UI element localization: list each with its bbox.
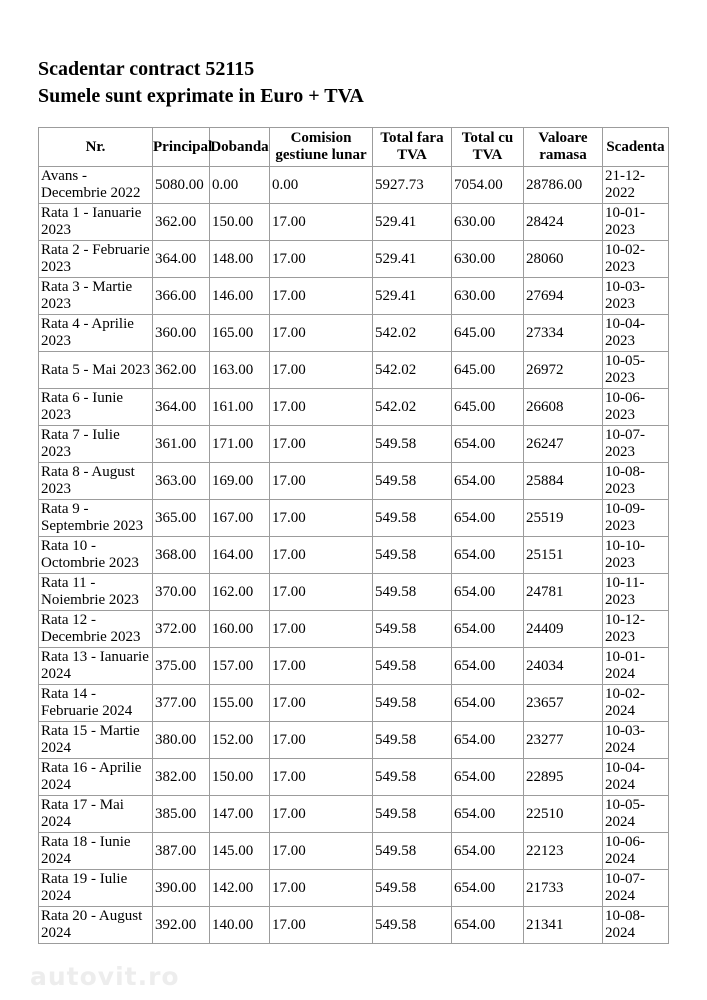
column-header-scadenta: Scadenta <box>603 128 669 167</box>
cell-total-cu-tva: 654.00 <box>452 722 524 759</box>
table-row <box>39 907 669 944</box>
title-block <box>38 56 364 110</box>
cell-scadenta: 10-05-2023 <box>603 352 669 389</box>
cell-nr: Rata 10 - Octombrie 2023 <box>39 537 153 574</box>
cell-principal: 385.00 <box>153 796 210 833</box>
cell-total-fara-tva: 549.58 <box>373 574 452 611</box>
table-row <box>39 648 669 685</box>
column-header-principal: Principal <box>153 128 210 167</box>
cell-total-cu-tva: 654.00 <box>452 796 524 833</box>
cell-dobanda: 167.00 <box>210 500 270 537</box>
cell-nr: Rata 8 - August 2023 <box>39 463 153 500</box>
table-row <box>39 315 669 352</box>
cell-total-fara-tva: 549.58 <box>373 759 452 796</box>
cell-total-fara-tva: 549.58 <box>373 611 452 648</box>
cell-principal: 362.00 <box>153 204 210 241</box>
cell-scadenta: 10-07-2023 <box>603 426 669 463</box>
cell-total-fara-tva: 542.02 <box>373 315 452 352</box>
cell-comision-gestiune: 17.00 <box>270 907 373 944</box>
cell-principal: 375.00 <box>153 648 210 685</box>
cell-dobanda: 140.00 <box>210 907 270 944</box>
cell-scadenta: 10-07-2024 <box>603 870 669 907</box>
cell-dobanda: 0.00 <box>210 167 270 204</box>
table-row <box>39 685 669 722</box>
cell-valoare-ramasa: 26608 <box>524 389 603 426</box>
cell-total-cu-tva: 654.00 <box>452 463 524 500</box>
cell-valoare-ramasa: 24034 <box>524 648 603 685</box>
table-row <box>39 241 669 278</box>
cell-valoare-ramasa: 25151 <box>524 537 603 574</box>
cell-principal: 364.00 <box>153 241 210 278</box>
table-row <box>39 426 669 463</box>
cell-dobanda: 152.00 <box>210 722 270 759</box>
cell-nr: Rata 4 - Aprilie 2023 <box>39 315 153 352</box>
column-header-valoare-ramasa: Valoare ramasa <box>524 128 603 167</box>
cell-total-fara-tva: 549.58 <box>373 685 452 722</box>
cell-nr: Rata 13 - Ianuarie 2024 <box>39 648 153 685</box>
cell-comision-gestiune: 17.00 <box>270 722 373 759</box>
cell-valoare-ramasa: 24409 <box>524 611 603 648</box>
cell-comision-gestiune: 17.00 <box>270 241 373 278</box>
cell-dobanda: 150.00 <box>210 759 270 796</box>
column-header-nr: Nr. <box>39 128 153 167</box>
table-row <box>39 611 669 648</box>
cell-total-fara-tva: 549.58 <box>373 426 452 463</box>
cell-dobanda: 142.00 <box>210 870 270 907</box>
cell-valoare-ramasa: 28060 <box>524 241 603 278</box>
cell-principal: 361.00 <box>153 426 210 463</box>
cell-principal: 377.00 <box>153 685 210 722</box>
cell-nr: Rata 5 - Mai 2023 <box>39 352 153 389</box>
cell-dobanda: 148.00 <box>210 241 270 278</box>
cell-comision-gestiune: 17.00 <box>270 463 373 500</box>
cell-total-cu-tva: 630.00 <box>452 278 524 315</box>
cell-nr: Rata 15 - Martie 2024 <box>39 722 153 759</box>
cell-nr: Rata 2 - Februarie 2023 <box>39 241 153 278</box>
cell-total-cu-tva: 654.00 <box>452 648 524 685</box>
table-row <box>39 574 669 611</box>
table-row <box>39 500 669 537</box>
cell-scadenta: 10-06-2023 <box>603 389 669 426</box>
cell-dobanda: 145.00 <box>210 833 270 870</box>
cell-principal: 364.00 <box>153 389 210 426</box>
payment-schedule-table <box>38 127 669 944</box>
cell-total-fara-tva: 549.58 <box>373 463 452 500</box>
cell-comision-gestiune: 17.00 <box>270 685 373 722</box>
cell-valoare-ramasa: 28424 <box>524 204 603 241</box>
cell-valoare-ramasa: 23277 <box>524 722 603 759</box>
cell-comision-gestiune: 17.00 <box>270 796 373 833</box>
cell-valoare-ramasa: 26972 <box>524 352 603 389</box>
table-header-row <box>39 128 669 167</box>
cell-scadenta: 10-04-2023 <box>603 315 669 352</box>
cell-principal: 392.00 <box>153 907 210 944</box>
cell-nr: Rata 16 - Aprilie 2024 <box>39 759 153 796</box>
cell-total-cu-tva: 654.00 <box>452 870 524 907</box>
cell-total-fara-tva: 549.58 <box>373 537 452 574</box>
cell-principal: 362.00 <box>153 352 210 389</box>
column-header-comision-gestiune: Comision gestiune lunar <box>270 128 373 167</box>
table-row <box>39 278 669 315</box>
cell-nr: Avans - Decembrie 2022 <box>39 167 153 204</box>
cell-scadenta: 21-12-2022 <box>603 167 669 204</box>
cell-scadenta: 10-08-2023 <box>603 463 669 500</box>
cell-total-cu-tva: 654.00 <box>452 426 524 463</box>
cell-scadenta: 10-08-2024 <box>603 907 669 944</box>
cell-total-fara-tva: 549.58 <box>373 870 452 907</box>
cell-principal: 360.00 <box>153 315 210 352</box>
cell-scadenta: 10-03-2023 <box>603 278 669 315</box>
cell-dobanda: 169.00 <box>210 463 270 500</box>
page-title: Scadentar contract 52115 <box>38 58 255 80</box>
cell-nr: Rata 18 - Iunie 2024 <box>39 833 153 870</box>
cell-nr: Rata 1 - Ianuarie 2023 <box>39 204 153 241</box>
cell-total-fara-tva: 549.58 <box>373 796 452 833</box>
cell-principal: 387.00 <box>153 833 210 870</box>
cell-valoare-ramasa: 26247 <box>524 426 603 463</box>
table-row <box>39 759 669 796</box>
cell-total-cu-tva: 654.00 <box>452 907 524 944</box>
cell-scadenta: 10-09-2023 <box>603 500 669 537</box>
cell-nr: Rata 3 - Martie 2023 <box>39 278 153 315</box>
cell-dobanda: 164.00 <box>210 537 270 574</box>
cell-comision-gestiune: 17.00 <box>270 611 373 648</box>
cell-dobanda: 150.00 <box>210 204 270 241</box>
cell-principal: 370.00 <box>153 574 210 611</box>
column-header-total-fara-tva: Total fara TVA <box>373 128 452 167</box>
cell-valoare-ramasa: 21341 <box>524 907 603 944</box>
cell-total-fara-tva: 529.41 <box>373 278 452 315</box>
cell-total-fara-tva: 549.58 <box>373 907 452 944</box>
cell-valoare-ramasa: 21733 <box>524 870 603 907</box>
cell-scadenta: 10-01-2024 <box>603 648 669 685</box>
cell-total-fara-tva: 542.02 <box>373 389 452 426</box>
cell-comision-gestiune: 17.00 <box>270 315 373 352</box>
cell-valoare-ramasa: 27694 <box>524 278 603 315</box>
cell-scadenta: 10-06-2024 <box>603 833 669 870</box>
table-row <box>39 389 669 426</box>
cell-valoare-ramasa: 22895 <box>524 759 603 796</box>
cell-comision-gestiune: 0.00 <box>270 167 373 204</box>
cell-valoare-ramasa: 27334 <box>524 315 603 352</box>
cell-total-cu-tva: 654.00 <box>452 685 524 722</box>
cell-nr: Rata 7 - Iulie 2023 <box>39 426 153 463</box>
cell-comision-gestiune: 17.00 <box>270 648 373 685</box>
cell-dobanda: 146.00 <box>210 278 270 315</box>
cell-scadenta: 10-05-2024 <box>603 796 669 833</box>
cell-nr: Rata 11 - Noiembrie 2023 <box>39 574 153 611</box>
cell-scadenta: 10-02-2024 <box>603 685 669 722</box>
cell-nr: Rata 20 - August 2024 <box>39 907 153 944</box>
cell-total-cu-tva: 654.00 <box>452 500 524 537</box>
cell-total-cu-tva: 645.00 <box>452 389 524 426</box>
column-header-total-cu-tva: Total cu TVA <box>452 128 524 167</box>
cell-total-fara-tva: 529.41 <box>373 204 452 241</box>
cell-principal: 380.00 <box>153 722 210 759</box>
cell-comision-gestiune: 17.00 <box>270 500 373 537</box>
cell-principal: 365.00 <box>153 500 210 537</box>
cell-principal: 390.00 <box>153 870 210 907</box>
cell-scadenta: 10-02-2023 <box>603 241 669 278</box>
cell-total-fara-tva: 542.02 <box>373 352 452 389</box>
cell-valoare-ramasa: 28786.00 <box>524 167 603 204</box>
cell-principal: 5080.00 <box>153 167 210 204</box>
cell-dobanda: 165.00 <box>210 315 270 352</box>
cell-dobanda: 161.00 <box>210 389 270 426</box>
cell-dobanda: 162.00 <box>210 574 270 611</box>
cell-comision-gestiune: 17.00 <box>270 870 373 907</box>
cell-dobanda: 160.00 <box>210 611 270 648</box>
cell-total-cu-tva: 654.00 <box>452 574 524 611</box>
cell-comision-gestiune: 17.00 <box>270 352 373 389</box>
cell-scadenta: 10-10-2023 <box>603 537 669 574</box>
cell-nr: Rata 17 - Mai 2024 <box>39 796 153 833</box>
cell-valoare-ramasa: 25884 <box>524 463 603 500</box>
cell-principal: 366.00 <box>153 278 210 315</box>
table-row <box>39 796 669 833</box>
cell-comision-gestiune: 17.00 <box>270 389 373 426</box>
cell-comision-gestiune: 17.00 <box>270 833 373 870</box>
cell-dobanda: 157.00 <box>210 648 270 685</box>
cell-total-fara-tva: 529.41 <box>373 241 452 278</box>
cell-principal: 363.00 <box>153 463 210 500</box>
cell-valoare-ramasa: 22510 <box>524 796 603 833</box>
cell-total-cu-tva: 630.00 <box>452 241 524 278</box>
cell-total-cu-tva: 654.00 <box>452 833 524 870</box>
watermark-logo: autovit.ro <box>30 962 180 991</box>
cell-nr: Rata 6 - Iunie 2023 <box>39 389 153 426</box>
table-row <box>39 870 669 907</box>
cell-dobanda: 147.00 <box>210 796 270 833</box>
cell-scadenta: 10-04-2024 <box>603 759 669 796</box>
cell-principal: 372.00 <box>153 611 210 648</box>
column-header-dobanda: Dobanda <box>210 128 270 167</box>
cell-total-fara-tva: 549.58 <box>373 833 452 870</box>
cell-valoare-ramasa: 24781 <box>524 574 603 611</box>
cell-valoare-ramasa: 25519 <box>524 500 603 537</box>
cell-total-fara-tva: 549.58 <box>373 648 452 685</box>
cell-principal: 382.00 <box>153 759 210 796</box>
cell-comision-gestiune: 17.00 <box>270 759 373 796</box>
table-row <box>39 167 669 204</box>
cell-dobanda: 163.00 <box>210 352 270 389</box>
cell-total-cu-tva: 654.00 <box>452 537 524 574</box>
table-row <box>39 537 669 574</box>
cell-principal: 368.00 <box>153 537 210 574</box>
cell-nr: Rata 12 - Decembrie 2023 <box>39 611 153 648</box>
cell-total-cu-tva: 645.00 <box>452 352 524 389</box>
cell-comision-gestiune: 17.00 <box>270 537 373 574</box>
cell-total-cu-tva: 654.00 <box>452 611 524 648</box>
cell-valoare-ramasa: 23657 <box>524 685 603 722</box>
cell-comision-gestiune: 17.00 <box>270 426 373 463</box>
cell-total-cu-tva: 645.00 <box>452 315 524 352</box>
cell-total-fara-tva: 549.58 <box>373 500 452 537</box>
cell-nr: Rata 9 - Septembrie 2023 <box>39 500 153 537</box>
cell-valoare-ramasa: 22123 <box>524 833 603 870</box>
table-row <box>39 722 669 759</box>
cell-scadenta: 10-01-2023 <box>603 204 669 241</box>
cell-nr: Rata 19 - Iulie 2024 <box>39 870 153 907</box>
cell-dobanda: 155.00 <box>210 685 270 722</box>
cell-total-cu-tva: 7054.00 <box>452 167 524 204</box>
cell-comision-gestiune: 17.00 <box>270 574 373 611</box>
cell-scadenta: 10-03-2024 <box>603 722 669 759</box>
table-row <box>39 833 669 870</box>
page-subtitle: Sumele sunt exprimate in Euro + TVA <box>38 85 364 107</box>
cell-total-fara-tva: 549.58 <box>373 722 452 759</box>
cell-scadenta: 10-11-2023 <box>603 574 669 611</box>
cell-total-cu-tva: 654.00 <box>452 759 524 796</box>
cell-dobanda: 171.00 <box>210 426 270 463</box>
table-row <box>39 352 669 389</box>
cell-total-fara-tva: 5927.73 <box>373 167 452 204</box>
table-row <box>39 204 669 241</box>
cell-nr: Rata 14 - Februarie 2024 <box>39 685 153 722</box>
cell-total-cu-tva: 630.00 <box>452 204 524 241</box>
cell-comision-gestiune: 17.00 <box>270 278 373 315</box>
table-row <box>39 463 669 500</box>
cell-comision-gestiune: 17.00 <box>270 204 373 241</box>
cell-scadenta: 10-12-2023 <box>603 611 669 648</box>
